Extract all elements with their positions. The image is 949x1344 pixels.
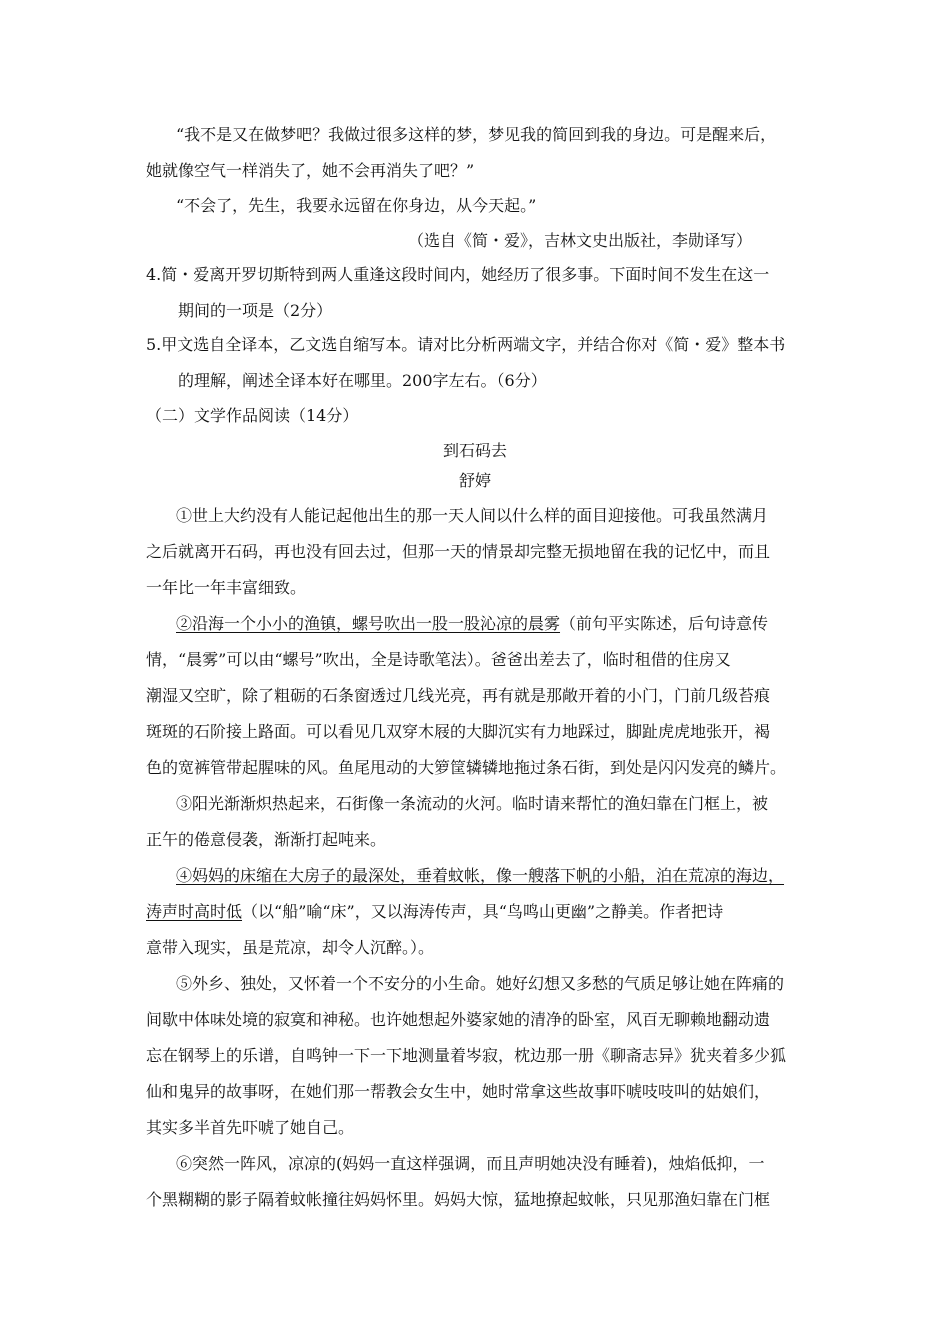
paragraph-2-line: [176, 613, 768, 635]
paragraph-4-line: [146, 901, 723, 923]
text-line: 她就像空气一样消失了，她不会再消失了吧？”: [146, 161, 475, 180]
paragraph-6-line: ⑥突然一阵风，凉凉的(妈妈一直这样强调，而且声明她决没有睡着)，烛焰低抑，一: [176, 1154, 765, 1173]
article-author: 舒婷: [459, 471, 492, 490]
paragraph-1-line: ①世上大约没有人能记起他出生的那一天人间以什么样的面目迎接他。可我虽然满月: [176, 506, 769, 525]
annotation: （以“船”喻“床”，又以海涛传声，具“鸟鸣山更幽”之静美。作者把诗: [242, 902, 724, 921]
article-title: 到石码去: [443, 441, 508, 460]
question-4-cont: 期间的一项是（2分）: [178, 301, 333, 320]
question-5-cont: 的理解，阐述全译本好在哪里。200字左右。（6分）: [178, 371, 547, 390]
question-4: 4.简・爱离开罗切斯特到两人重逢这段时间内，她经历了很多事。下面时间不发生在这一: [146, 265, 770, 284]
annotation: （前句平实陈述，后句诗意传: [560, 614, 769, 633]
text-line: “不会了，先生，我要永远留在你身边，从今天起。”: [176, 196, 537, 215]
text-line: “我不是又在做梦吧？我做过很多这样的梦，梦见我的简回到我的身边。可是醒来后，: [176, 125, 777, 144]
paragraph-2-line: 潮湿又空旷，除了粗砺的石条窗透过几线光亮，再有就是那敞开着的小门，门前几级苔痕: [146, 686, 771, 705]
underlined-sentence: ②沿海一个小小的渔镇，螺号吹出一股一股沁凉的晨雾: [176, 614, 561, 633]
paragraph-4-line: [176, 865, 784, 887]
paragraph-5-line: 忘在钢琴上的乐谱，自鸣钟一下一下地测量着岑寂，枕边那一册《聊斋志异》犹夹着多少狐: [146, 1046, 787, 1065]
source-citation: （选自《简・爱》，吉林文史出版社，李勋译写）: [408, 231, 753, 250]
section-heading: （二）文学作品阅读（14分）: [146, 406, 359, 425]
paragraph-2-line: 情，“晨雾”可以由“螺号”吹出，全是诗歌笔法）。爸爸出差去了，临时租借的住房又: [146, 650, 731, 669]
paragraph-2-line: 斑斑的石阶接上路面。可以看见几双穿木屐的大脚沉实有力地踩过，脚趾虎虎地张开，褐: [146, 722, 771, 741]
paragraph-1-line: 之后就离开石码，再也没有回去过，但那一天的情景却完整无损地留在我的记忆中，而且: [146, 542, 771, 561]
paragraph-4-line: 意带入现实，虽是荒凉，却令人沉醉。）。: [146, 938, 435, 957]
paragraph-3-line: ③阳光渐渐炽热起来，石街像一条流动的火河。临时请来帮忙的渔妇靠在门框上，被: [176, 794, 769, 813]
paragraph-1-line: 一年比一年丰富细致。: [146, 578, 307, 597]
paragraph-5-line: 间歇中体味处境的寂寞和神秘。也许她想起外婆家她的清净的卧室，风百无聊赖地翻动遗: [146, 1010, 771, 1029]
underlined-sentence: 涛声时高时低: [146, 902, 243, 921]
question-5: 5.甲文选自全译本，乙文选自缩写本。请对比分析两端文字，并结合你对《简・爱》整本书: [146, 335, 786, 354]
paragraph-5-line: 其实多半首先吓唬了她自己。: [146, 1118, 355, 1137]
paragraph-5-line: 仙和鬼异的故事呀，在她们那一帮教会女生中，她时常拿这些故事吓唬吱吱叫的姑娘们，: [146, 1082, 771, 1101]
paragraph-6-line: 个黑糊糊的影子隔着蚊帐撞往妈妈怀里。妈妈大惊，猛地撩起蚊帐，只见那渔妇靠在门框: [146, 1190, 771, 1209]
paragraph-3-line: 正午的倦意侵袭，渐渐打起吨来。: [146, 830, 387, 849]
paragraph-2-line: 色的宽裤管带起腥味的风。鱼尾甩动的大箩筐辚辚地拖过条石街，到处是闪闪发亮的鳞片。: [146, 758, 787, 777]
paragraph-5-line: ⑤外乡、独处，又怀着一个不安分的小生命。她好幻想又多愁的气质足够让她在阵痛的: [176, 974, 785, 993]
underlined-sentence: ④妈妈的床缩在大房子的最深处，垂着蚊帐，像一艘落下帆的小船，泊在荒凉的海边，: [176, 866, 785, 885]
